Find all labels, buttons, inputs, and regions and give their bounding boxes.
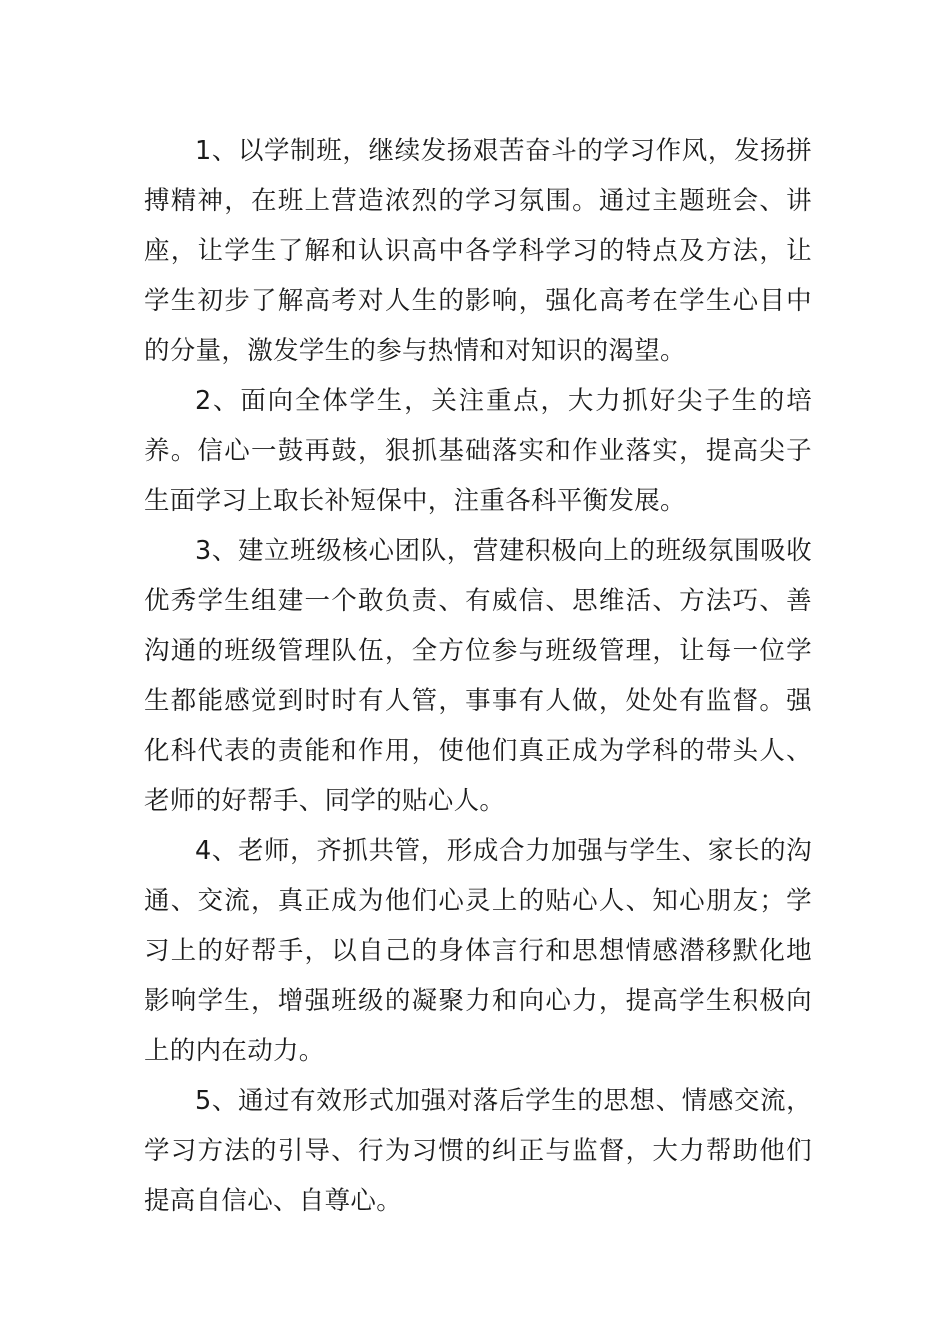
paragraph-4: 4、老师，齐抓共管，形成合力加强与学生、家长的沟通、交流，真正成为他们心灵上的贴心人、知心朋友；学习上的好帮手，以自己的身体言行和思想情感潜移默化地影响学生，增强班级的凝聚力和向心力，提高学生积极向上的内在动力。 xyxy=(144,836,812,1066)
document-body xyxy=(144,126,812,1226)
paragraph-5: 5、通过有效形式加强对落后学生的思想、情感交流，学习方法的引导、行为习惯的纠正与监督，大力帮助他们提高自信心、自尊心。 xyxy=(144,1086,812,1216)
paragraph-1: 1、以学制班，继续发扬艰苦奋斗的学习作风，发扬拼搏精神，在班上营造浓烈的学习氛围。通过主题班会、讲座，让学生了解和认识高中各学科学习的特点及方法，让学生初步了解高考对人生的影响，强化高考在学生心目中的分量，激发学生的参与热情和对知识的渴望。 xyxy=(144,136,812,366)
paragraph-3: 3、建立班级核心团队，营建积极向上的班级氛围吸收优秀学生组建一个敢负责、有威信、思维活、方法巧、善沟通的班级管理队伍，全方位参与班级管理，让每一位学生都能感觉到时时有人管，事事有人做，处处有监督。强化科代表的责能和作用，使他们真正成为学科的带头人、老师的好帮手、同学的贴心人。 xyxy=(144,536,812,816)
paragraph-2: 2、面向全体学生，关注重点，大力抓好尖子生的培养。信心一鼓再鼓，狠抓基础落实和作业落实，提高尖子生面学习上取长补短保中，注重各科平衡发展。 xyxy=(144,386,812,516)
